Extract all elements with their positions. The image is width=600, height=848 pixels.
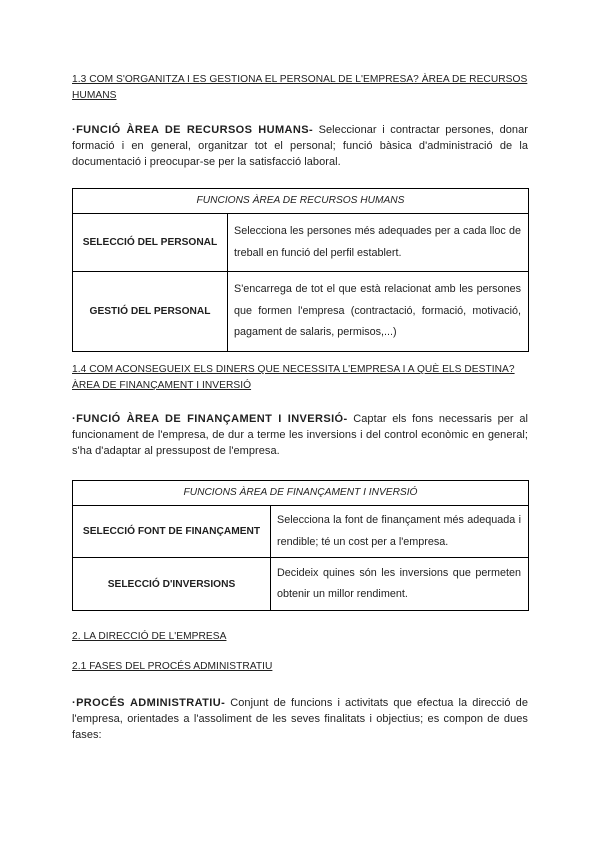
row-description: Decideix quines són les inversions que permeten obtenir un millor rendiment. bbox=[271, 558, 529, 611]
term-funcio-financament: ·FUNCIÓ ÀREA DE FINANÇAMENT I INVERSIÓ- bbox=[72, 413, 348, 425]
section-2-heading: 2. LA DIRECCIÓ DE L'EMPRESA bbox=[72, 631, 227, 642]
table-funcions-financament bbox=[72, 480, 529, 611]
definition-funcio-rrhh: Seleccionar i contractar persones, donar formació i en general, organitzar tot el personal; funció bàsica d'administració de la documentació i preocupar-se per la satisfacció laboral. bbox=[72, 124, 528, 168]
table-row bbox=[73, 558, 529, 611]
section-1-4-paragraph bbox=[72, 411, 528, 459]
section-1-4-heading: 1.4 COM ACONSEGUEIX ELS DINERS QUE NECESSITA L'EMPRESA I A QUÈ ELS DESTINA? ÀREA DE FINANÇAMENT I INVERSIÓ bbox=[72, 364, 515, 391]
table-row bbox=[73, 214, 529, 272]
section-1-3-heading: 1.3 COM S'ORGANITZA I ES GESTIONA EL PERSONAL DE L'EMPRESA? ÀREA DE RECURSOS HUMANS bbox=[72, 74, 528, 101]
row-label: GESTIÓ DEL PERSONAL bbox=[73, 272, 228, 352]
row-label: SELECCIÓ D'INVERSIONS bbox=[73, 558, 271, 611]
section-2-1-paragraph bbox=[72, 695, 528, 743]
term-funcio-rrhh: ·FUNCIÓ ÀREA DE RECURSOS HUMANS- bbox=[72, 124, 314, 136]
row-description: Selecciona la font de finançament més adequada i rendible; té un cost per a l'empresa. bbox=[271, 506, 529, 558]
table-caption: FUNCIONS ÀREA DE FINANÇAMENT I INVERSIÓ bbox=[73, 481, 529, 506]
table-row bbox=[73, 272, 529, 352]
row-label: SELECCIÓ FONT DE FINANÇAMENT bbox=[73, 506, 271, 558]
section-1-3-paragraph bbox=[72, 122, 528, 170]
definition-proces-administratiu: Conjunt de funcions i activitats que efectua la direcció de l'empresa, orientades a l'assoliment de les seves finalitats i objectius; es compon de dues fases: bbox=[72, 697, 528, 741]
section-2-1-heading: 2.1 FASES DEL PROCÉS ADMINISTRATIU bbox=[72, 661, 273, 672]
row-label: SELECCIÓ DEL PERSONAL bbox=[73, 214, 228, 272]
table-caption: FUNCIONS ÀREA DE RECURSOS HUMANS bbox=[73, 189, 529, 214]
table-funcions-rrhh bbox=[72, 188, 529, 352]
term-proces-administratiu: ·PROCÉS ADMINISTRATIU- bbox=[72, 697, 226, 709]
row-description: S'encarrega de tot el que està relacionat amb les persones que formen l'empresa (contractació, formació, motivació, pagament de salaris, permisos,...) bbox=[228, 272, 529, 352]
definition-funcio-financament: Captar els fons necessaris per al funcionament de l'empresa, de dur a terme les inversions i del control econòmic en general; s'ha d'adaptar al pressupost de l'empresa. bbox=[72, 413, 528, 457]
row-description: Selecciona les persones més adequades per a cada lloc de treball en funció del perfil establert. bbox=[228, 214, 529, 272]
table-row bbox=[73, 506, 529, 558]
